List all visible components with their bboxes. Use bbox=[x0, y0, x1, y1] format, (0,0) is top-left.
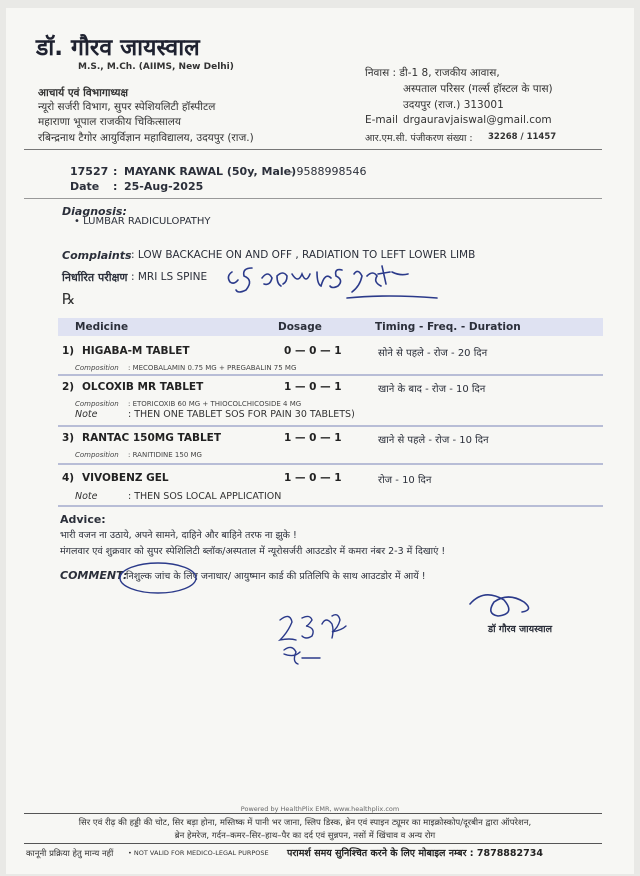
med-2-comp-label: Composition bbox=[75, 400, 119, 408]
med-1-timing: सोने से पहले - रोज - 20 दिन bbox=[378, 348, 488, 359]
med-2-timing: खाने के बाद - रोज - 10 दिन bbox=[378, 384, 486, 395]
med-4-num: 4) bbox=[62, 472, 75, 484]
doctor-college: रबिन्द्रनाथ टैगोर आयुर्विज्ञान महाविद्यालय, उदयपुर (राज.) bbox=[38, 132, 254, 144]
med-3-composition: : RANITIDINE 150 MG bbox=[128, 451, 202, 459]
handwritten-note bbox=[222, 262, 442, 304]
appointment-mobile: परामर्श समय सुनिश्चित करने के लिए मोबाइल नम्बर : 7878882734 bbox=[287, 848, 543, 859]
investigation-label: निर्धारित परीक्षण bbox=[62, 271, 128, 284]
row-divider bbox=[58, 374, 603, 376]
med-3-dosage: 1 — 0 — 1 bbox=[284, 432, 342, 444]
footer-divider bbox=[24, 813, 602, 814]
med-2-note: : THEN ONE TABLET SOS FOR PAIN 30 TABLETS) bbox=[128, 409, 355, 420]
row-divider bbox=[58, 463, 603, 465]
investigation-text: : MRI LS SPINE bbox=[131, 271, 208, 283]
doctor-title: आचार्य एवं विभागाध्यक्ष bbox=[38, 87, 129, 99]
med-4-name: VIVOBENZ GEL bbox=[82, 472, 169, 484]
comment-text: निशुल्क जांच के लिए जनाधार/ आयुष्मान कार्ड की प्रतिलिपि के साथ आउटडोर में आयें ! bbox=[126, 571, 426, 582]
med-1-num: 1) bbox=[62, 345, 75, 357]
med-3-num: 3) bbox=[62, 432, 75, 444]
medicine-table-header bbox=[58, 318, 603, 336]
handwritten-circle bbox=[116, 560, 202, 600]
med-4-dosage: 1 — 0 — 1 bbox=[284, 472, 342, 484]
date-label: Date bbox=[70, 180, 100, 193]
col-timing: Timing - Freq. - Duration bbox=[375, 321, 521, 333]
doctor-qualifications: M.S., M.Ch. (AIIMS, New Delhi) bbox=[78, 62, 234, 72]
visit-date: 25-Aug-2025 bbox=[124, 180, 204, 193]
email-label: E-mail bbox=[365, 114, 398, 126]
complaints-text: : LOW BACKACHE ON AND OFF , RADIATION TO LEFT LOWER LIMB bbox=[131, 249, 476, 261]
med-2-note-label: Note bbox=[75, 409, 98, 420]
signature-scribble bbox=[462, 588, 552, 624]
reg-number: 32268 / 11457 bbox=[488, 132, 557, 142]
doctor-name: डॉ. गौरव जायस्वाल bbox=[36, 35, 200, 61]
med-2-name: OLCOXIB MR TABLET bbox=[82, 381, 204, 393]
med-3-timing: खाने से पहले - रोज - 10 दिन bbox=[378, 435, 489, 446]
handwritten-mark bbox=[272, 610, 382, 672]
doctor-dept: न्यूरो सर्जरी विभाग, सुपर स्पेशियलिटी हॉस्पीटल bbox=[38, 101, 216, 113]
advice-line1: भारी वजन ना उठाये, अपने सामने, दाहिने और बाहिने तरफ ना झुके ! bbox=[60, 530, 297, 541]
legal-note: कानूनी प्रक्रिया हेतु मान्य नहीं bbox=[26, 849, 114, 859]
med-1-dosage: 0 — 0 — 1 bbox=[284, 345, 342, 357]
not-valid-note: • NOT VALID FOR MEDICO-LEGAL PURPOSE bbox=[128, 849, 269, 857]
address-line2: अस्पताल परिसर (गर्ल्स हॉस्टल के पास) bbox=[403, 83, 553, 95]
comment-label: COMMENT: bbox=[60, 569, 128, 582]
med-3-comp-label: Composition bbox=[75, 451, 119, 459]
med-4-note-label: Note bbox=[75, 491, 98, 502]
med-1-name: HIGABA-M TABLET bbox=[82, 345, 190, 357]
med-1-comp-label: Composition bbox=[75, 364, 119, 372]
patient-id: 17527 bbox=[70, 165, 109, 178]
med-2-dosage: 1 — 0 — 1 bbox=[284, 381, 342, 393]
patient-divider bbox=[24, 198, 602, 199]
footer-divider bbox=[24, 843, 602, 844]
med-4-note: : THEN SOS LOCAL APPLICATION bbox=[128, 491, 282, 502]
email-value: drgauravjaiswal@gmail.com bbox=[403, 114, 552, 126]
diagnosis-item: • LUMBAR RADICULOPATHY bbox=[74, 216, 211, 227]
rx-icon: ℞ bbox=[62, 290, 76, 308]
footer-services-line1: सिर एवं रीढ़ की हड्डी की चोट, सिर बड़ा होना, मस्तिष्क में पानी भर जाना, स्लिप डिस्क, ब्रेन एवं स्पाइन ट्यूमर का माइक्रोस्कोप/दूरबीन द्वारा ऑपरेशन, bbox=[78, 818, 532, 828]
signature-name: डॉ गौरव जायस्वाल bbox=[488, 624, 553, 635]
powered-by: Powered by HealthPlix EMR, www.healthplix.com bbox=[240, 805, 400, 813]
patient-name: MAYANK RAWAL (50y, Male) bbox=[124, 165, 297, 178]
med-3-name: RANTAC 150MG TABLET bbox=[82, 432, 221, 444]
advice-line2: मंगलवार एवं शुक्रवार को सुपर स्पेशिलिटी ब्लॉक/अस्पताल में न्यूरोसर्जरी आउटडोर में कमरा नंबर 2-3 में दिखाएं ! bbox=[60, 546, 446, 557]
med-4-timing: रोज - 10 दिन bbox=[378, 475, 432, 486]
complaints-label: Complaints bbox=[62, 249, 132, 262]
col-dosage: Dosage bbox=[278, 321, 322, 333]
header-divider bbox=[24, 149, 602, 150]
advice-label: Advice: bbox=[60, 513, 106, 526]
address-line3: उदयपुर (राज.) 313001 bbox=[403, 99, 504, 111]
row-divider bbox=[58, 425, 603, 427]
med-2-num: 2) bbox=[62, 381, 75, 393]
patient-phone: - 9588998546 bbox=[289, 165, 367, 178]
reg-label: आर.एम.सी. पंजीकरण संख्या : bbox=[365, 133, 473, 144]
diagnosis-label: Diagnosis: bbox=[62, 205, 127, 218]
med-2-composition: : ETORICOXIB 60 MG + THIOCOLCHICOSIDE 4 MG bbox=[128, 400, 302, 408]
address-line1: निवास : डी-1 8, राजकीय आवास, bbox=[365, 67, 500, 79]
med-1-composition: : MECOBALAMIN 0.75 MG + PREGABALIN 75 MG bbox=[128, 364, 297, 372]
row-divider bbox=[58, 505, 603, 507]
doctor-hospital: महाराणा भूपाल राजकीय चिकित्सालय bbox=[38, 116, 181, 128]
col-medicine: Medicine bbox=[75, 321, 129, 333]
footer-services-line2: ब्रेन हेमरेज, गर्दन–कमर–सिर–हाथ–पैर का दर्द एवं सुन्नपन, नसों में खिंचाव व अन्य रोग bbox=[174, 831, 436, 841]
